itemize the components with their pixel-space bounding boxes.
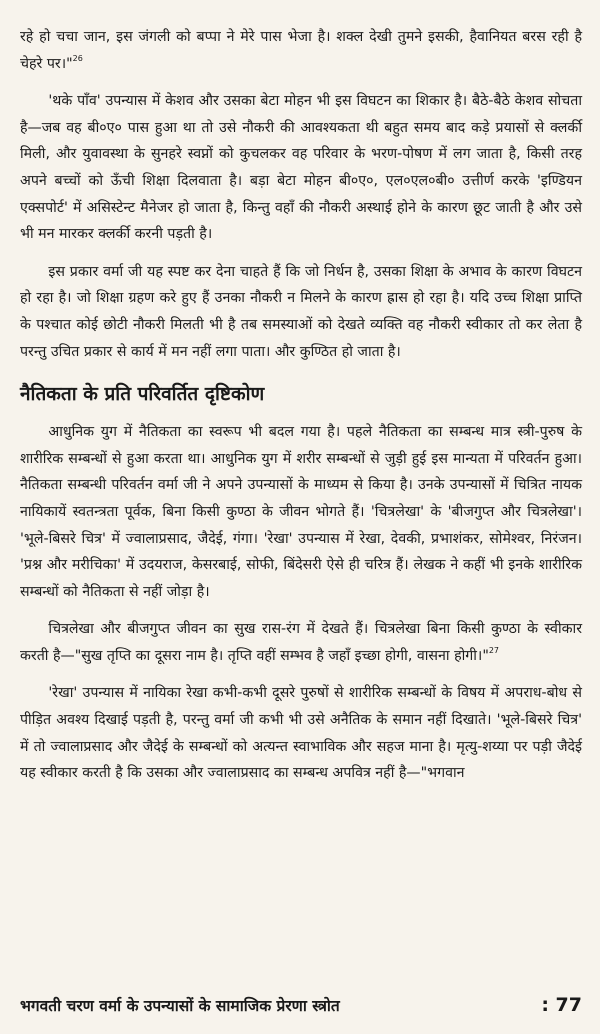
footnote-marker-27: 27 xyxy=(488,645,500,655)
paragraph-6-text: 'रेखा' उपन्यास में नायिका रेखा कभी-कभी दूसरे पुरुषों से शारीरिक सम्बन्धों के विषय में अपराध-बोध से पीड़ित अवश्य दिखाई पड़ती है, परन्तु वर्मा जी कभी भी उसे अनैतिक के समान नहीं दिखाते। 'भूले-बिसरे चित्र' में तो ज्वालाप्रसाद और जैदेई के सम्बन्धों को अत्यन्त स्वाभाविक और सहज माना है। मृत्यु-शय्या पर पड़ी जैदेई यह स्वीकार करती है कि उसका और ज्वालाप्रसाद का सम्बन्ध अपवित्र नहीं है—"भगवान xyxy=(20,685,582,782)
paragraph-4-text: आधुनिक युग में नैतिकता का स्वरूप भी बदल गया है। पहले नैतिकता का सम्बन्ध मात्र स्त्री-पुरुष के शारीरिक सम्बन्धों से हुआ करता था। आधुनिक युग में शरीर सम्बन्धों से जुड़ी हुई इस मान्यता में परिवर्तन हुआ। नैतिकता सम्बन्धी परिवर्तन वर्मा जी ने अपने उपन्यासों के माध्यम से किया है। उनके उपन्यासों में चित्रित नायक नायिकायें स्वतन्त्रता पूर्वक, बिना किसी कुण्ठा के जीवन भोगते हैं। 'चित्रलेखा' के 'बीजगुप्त और चित्रलेखा'। 'भूले-बिसरे चित्र' में ज्वालाप्रसाद, जैदेई, गंगा। 'रेखा' उपन्यास में रेखा, देवकी, प्रभाशंकर, सोमेश्वर, निरंजन। 'प्रश्न और मरीचिका' में उदयराज, केसरबाई, सोफी, बिंदेसरी ऐसे ही चरित्र हैं। लेखक ने कहीं भी इनके शारीरिक सम्बन्धों को नैतिकता से नहीं जोड़ा है। xyxy=(20,424,582,600)
section-heading: नैतिकता के प्रति परिवर्तित दृष्टिकोण xyxy=(20,383,265,406)
paragraph-1 xyxy=(20,24,582,77)
paragraph-5 xyxy=(20,616,582,669)
footnote-marker-26: 26 xyxy=(72,53,83,63)
paragraph-3 xyxy=(20,259,582,365)
paragraph-2-text: 'थके पाँव' उपन्यास में केशव और उसका बेटा मोहन भी इस विघटन का शिकार है। बैठे-बैठे केशव सोचता है—जब वह बी०ए० पास हुआ था तो उसे नौकरी की आवश्यकता थी बहुत समय बाद कड़े प्रयासों से क्लर्की मिली, और युवावस्था के सुनहरे स्वप्नों को कुचलकर वह परिवार के भरण-पोषण में लग जाता है, किसी तरह अपने बच्चों को ऊँची शिक्षा दिलवाता है। बड़ा बेटा मोहन बी०ए०, एल०एल०बी० उत्तीर्ण करके 'इण्डियन एक्सपोर्ट' में असिस्टेन्ट मैनेजर हो जाता है, किन्तु वहाँ की नौकरी अस्थाई होने के कारण छूट जाती है और उसे भी मन मारकर क्लर्की करनी पड़ती है। xyxy=(20,93,582,243)
page-number: : 77 xyxy=(541,994,582,1016)
paragraph-2 xyxy=(20,88,582,248)
paragraph-3-text: इस प्रकार वर्मा जी यह स्पष्ट कर देना चाहते हैं कि जो निर्धन है, उसका शिक्षा के अभाव के कारण विघटन हो रहा है। जो शिक्षा ग्रहण करे हुए हैं उनका नौकरी न मिलने के कारण ह्रास हो रहा है। यदि उच्च शिक्षा प्राप्ति के पश्चात कोई छोटी नौकरी मिलती भी है तब समस्याओं को देखते व्यक्ति वह नौकरी स्वीकार तो कर लेता है परन्तु उचित प्रकार से कार्य में मन नहीं लगा पाता। और कुण्ठित हो जाता है। xyxy=(20,263,582,360)
paragraph-1-text: रहे हो चचा जान, इस जंगली को बप्पा ने मेरे पास भेजा है। शक्ल देखी तुमने इसकी, हैवानियत बरस रही है चेहरे पर।" xyxy=(20,29,582,72)
paragraph-4 xyxy=(20,419,582,605)
paragraph-5-text: चित्रलेखा और बीजगुप्त जीवन का सुख रास-रंग में देखते हैं। चित्रलेखा बिना किसी कुण्ठा के स्वीकार करती है—"सुख तृप्ति का दूसरा नाम है। तृप्ति वहीं सम्भव है जहाँ इच्छा होगी, वासना होगी।" xyxy=(20,621,582,664)
page-footer xyxy=(20,994,582,1016)
paragraph-6 xyxy=(20,680,582,786)
running-title: भगवती चरण वर्मा के उपन्यासों के सामाजिक प्रेरणा स्त्रोत xyxy=(20,997,340,1015)
